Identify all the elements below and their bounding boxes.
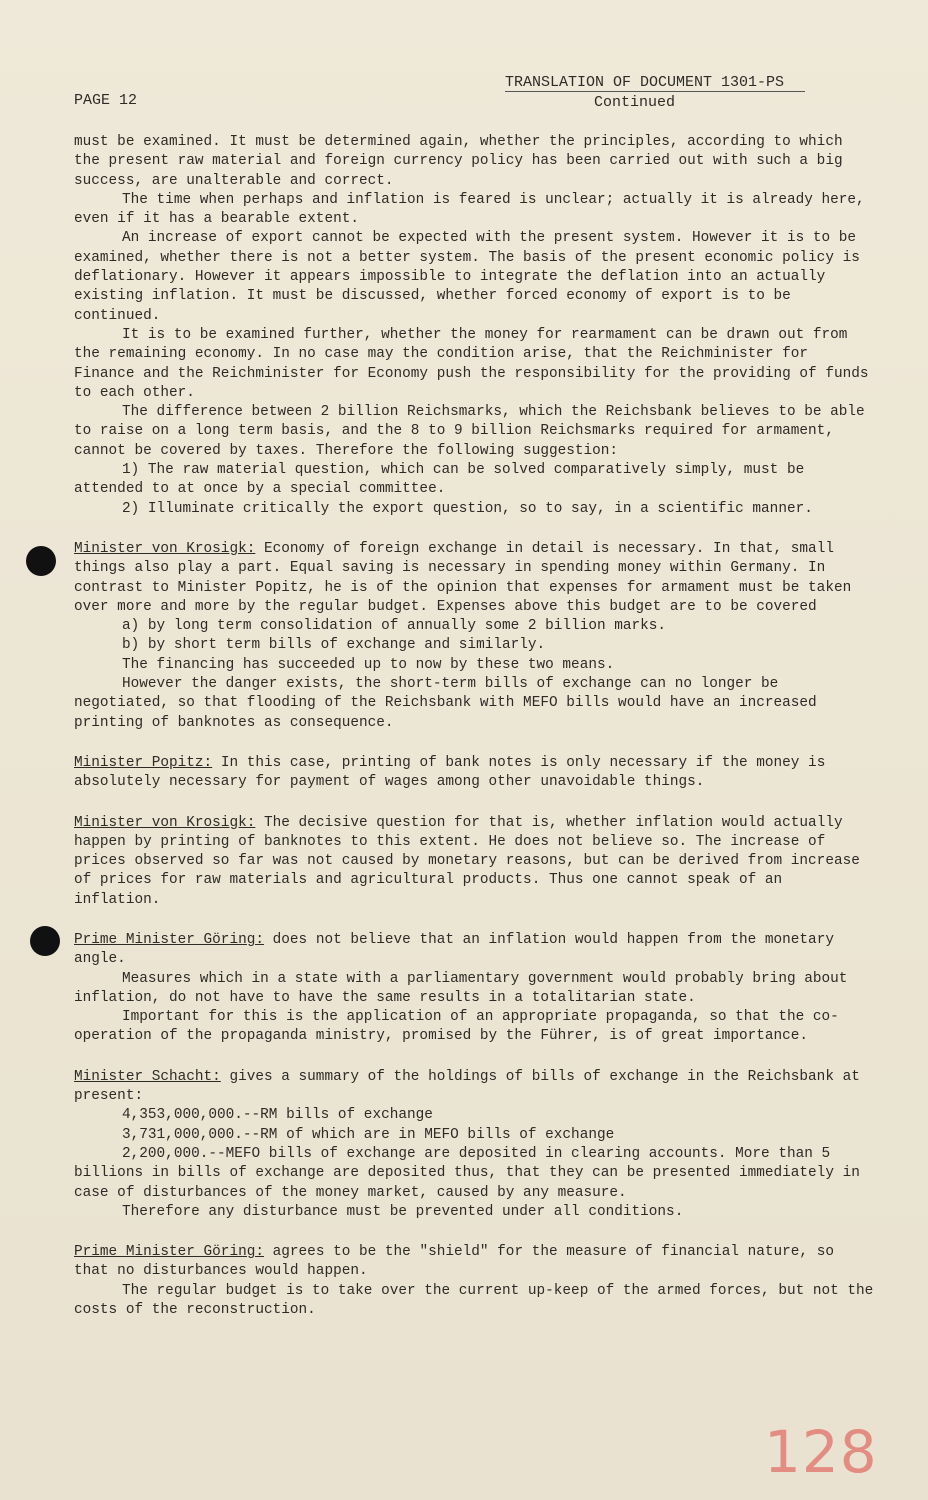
speaker-krosigk: Minister von Krosigk: [74,540,256,557]
handwritten-page-number: 128 [764,1418,878,1486]
speaker-schacht: Minister Schacht: [74,1068,221,1085]
statement-text: agrees to be the "shield" for the measure of financial nature, so that no disturbances would happen. [74,1244,834,1280]
paragraph-propaganda: Important for this is the application of an appropriate propaganda, so that the co-operation of the propaganda ministry, promised by the Führer, is of great importance. [74,1009,839,1045]
holding-line-3: 2,200,000.--MEFO bills of exchange are deposited in clearing accounts. More than 5 billions in bills of exchange are deposited thus, that they can be presented immediately in case of disturbances of the money market, caused by any measure. [74,1145,860,1201]
title-underline [505,91,805,92]
paragraph-4: It is to be examined further, whether the money for rearmament can be drawn out from the remaining economy. In no case may the condition arise, that the Reichminister for Finance and the Reichminister for Economy push the responsibility for the providing of funds to each other. [74,326,869,401]
krosigk-statement-1 [74,540,874,617]
document-body [74,133,874,1320]
paragraph-budget: The regular budget is to take over the current up-keep of the armed forces, but not the costs of the reconstruction. [74,1282,874,1319]
statement-text: does not believe that an inflation would happen from the monetary angle. [74,931,834,968]
document-subtitle: Continued [594,94,676,111]
paragraph-financing: The financing has succeeded up to now by these two means. [122,656,615,673]
statement-text: In this case, printing of bank notes is only necessary if the money is absolutely necessary for payment of wages among other unavoidable things. [74,754,826,791]
speaker-krosigk-2: Minister von Krosigk: [74,814,256,831]
schacht-statement [74,1068,874,1107]
paragraph-measures: Measures which in a state with a parliamentary government would probably bring about inflation, do not have to have the same results in a totalitarian state. [74,970,848,1006]
paragraph-5: The difference between 2 billion Reichsmarks, which the Reichsbank believes to be able to raise on a long term basis, and the 8 to 9 billion Reichsmarks required for armament, cannot be covered by taxes. Therefore the following suggestion: [74,404,865,459]
suggestion-2: 2) Illuminate critically the export question, so to say, in a scientific manner. [122,500,813,517]
paragraph-2: The time when perhaps and inflation is feared is unclear; actually it is already here, even if it has a bearable extent. [74,191,865,228]
speaker-goering: Prime Minister Göring: [74,931,264,948]
holding-line-1: 4,353,000,000.--RM bills of exchange [122,1107,433,1124]
goering-statement-1 [74,931,874,970]
document-title: TRANSLATION OF DOCUMENT 1301-PS [505,74,785,91]
krosigk-statement-2 [74,814,874,910]
paragraph-danger: However the danger exists, the short-term bills of exchange can no longer be negotiated, so that flooding of the Reichsbank with MEFO bills would have an increased printing of banknotes as consequence. [74,676,817,731]
holding-line-2: 3,731,000,000.--RM of which are in MEFO bills of exchange [122,1126,615,1143]
list-item-b: b) by short term bills of exchange and similarly. [122,637,546,654]
punch-hole-top [26,546,56,576]
popitz-statement [74,754,874,793]
paragraph-1: must be examined. It must be determined again, whether the principles, according to which the present raw material and foreign currency policy has been carried out with such a big success, are unalterable and correct. [74,134,843,189]
speaker-popitz: Minister Popitz: [74,754,213,771]
statement-text: Economy of foreign exchange in detail is necessary. In that, small things also play a part. Equal saving is necessary in spending money within Germany. In contrast to Minister Popitz, he is of the opinion that expenses for armament must be taken over more and more by the regular budget. Expenses above this budget are to be covered [74,540,852,615]
list-item-a: a) by long term consolidation of annually some 2 billion marks. [122,618,667,635]
statement-text: gives a summary of the holdings of bills of exchange in the Reichsbank at present: [74,1068,860,1105]
goering-statement-2 [74,1243,874,1282]
punch-hole-bottom [30,926,60,956]
speaker-goering-2: Prime Minister Göring: [74,1244,264,1261]
page-number: PAGE 12 [74,92,138,109]
suggestion-1: 1) The raw material question, which can be solved comparatively simply, must be attended to at once by a special committee. [74,462,805,498]
paragraph-disturbance: Therefore any disturbance must be prevented under all conditions. [122,1203,684,1220]
statement-text: The decisive question for that is, whether inflation would actually happen by printing of banknotes to this extent. He does not believe so. The increase of prices observed so far was not caused by monetary reasons, but can be derived from increase of prices for raw materials and agricultural products. Thus one cannot speak of an inflation. [74,814,860,908]
paragraph-3: An increase of export cannot be expected with the present system. However it is to be examined, whether there is not a better system. The basis of the present economic policy is deflationary. However it appears impossible to integrate the deflation into an actually existing inflation. It must be discussed, whether forced economy of export is to be continued. [74,230,860,324]
